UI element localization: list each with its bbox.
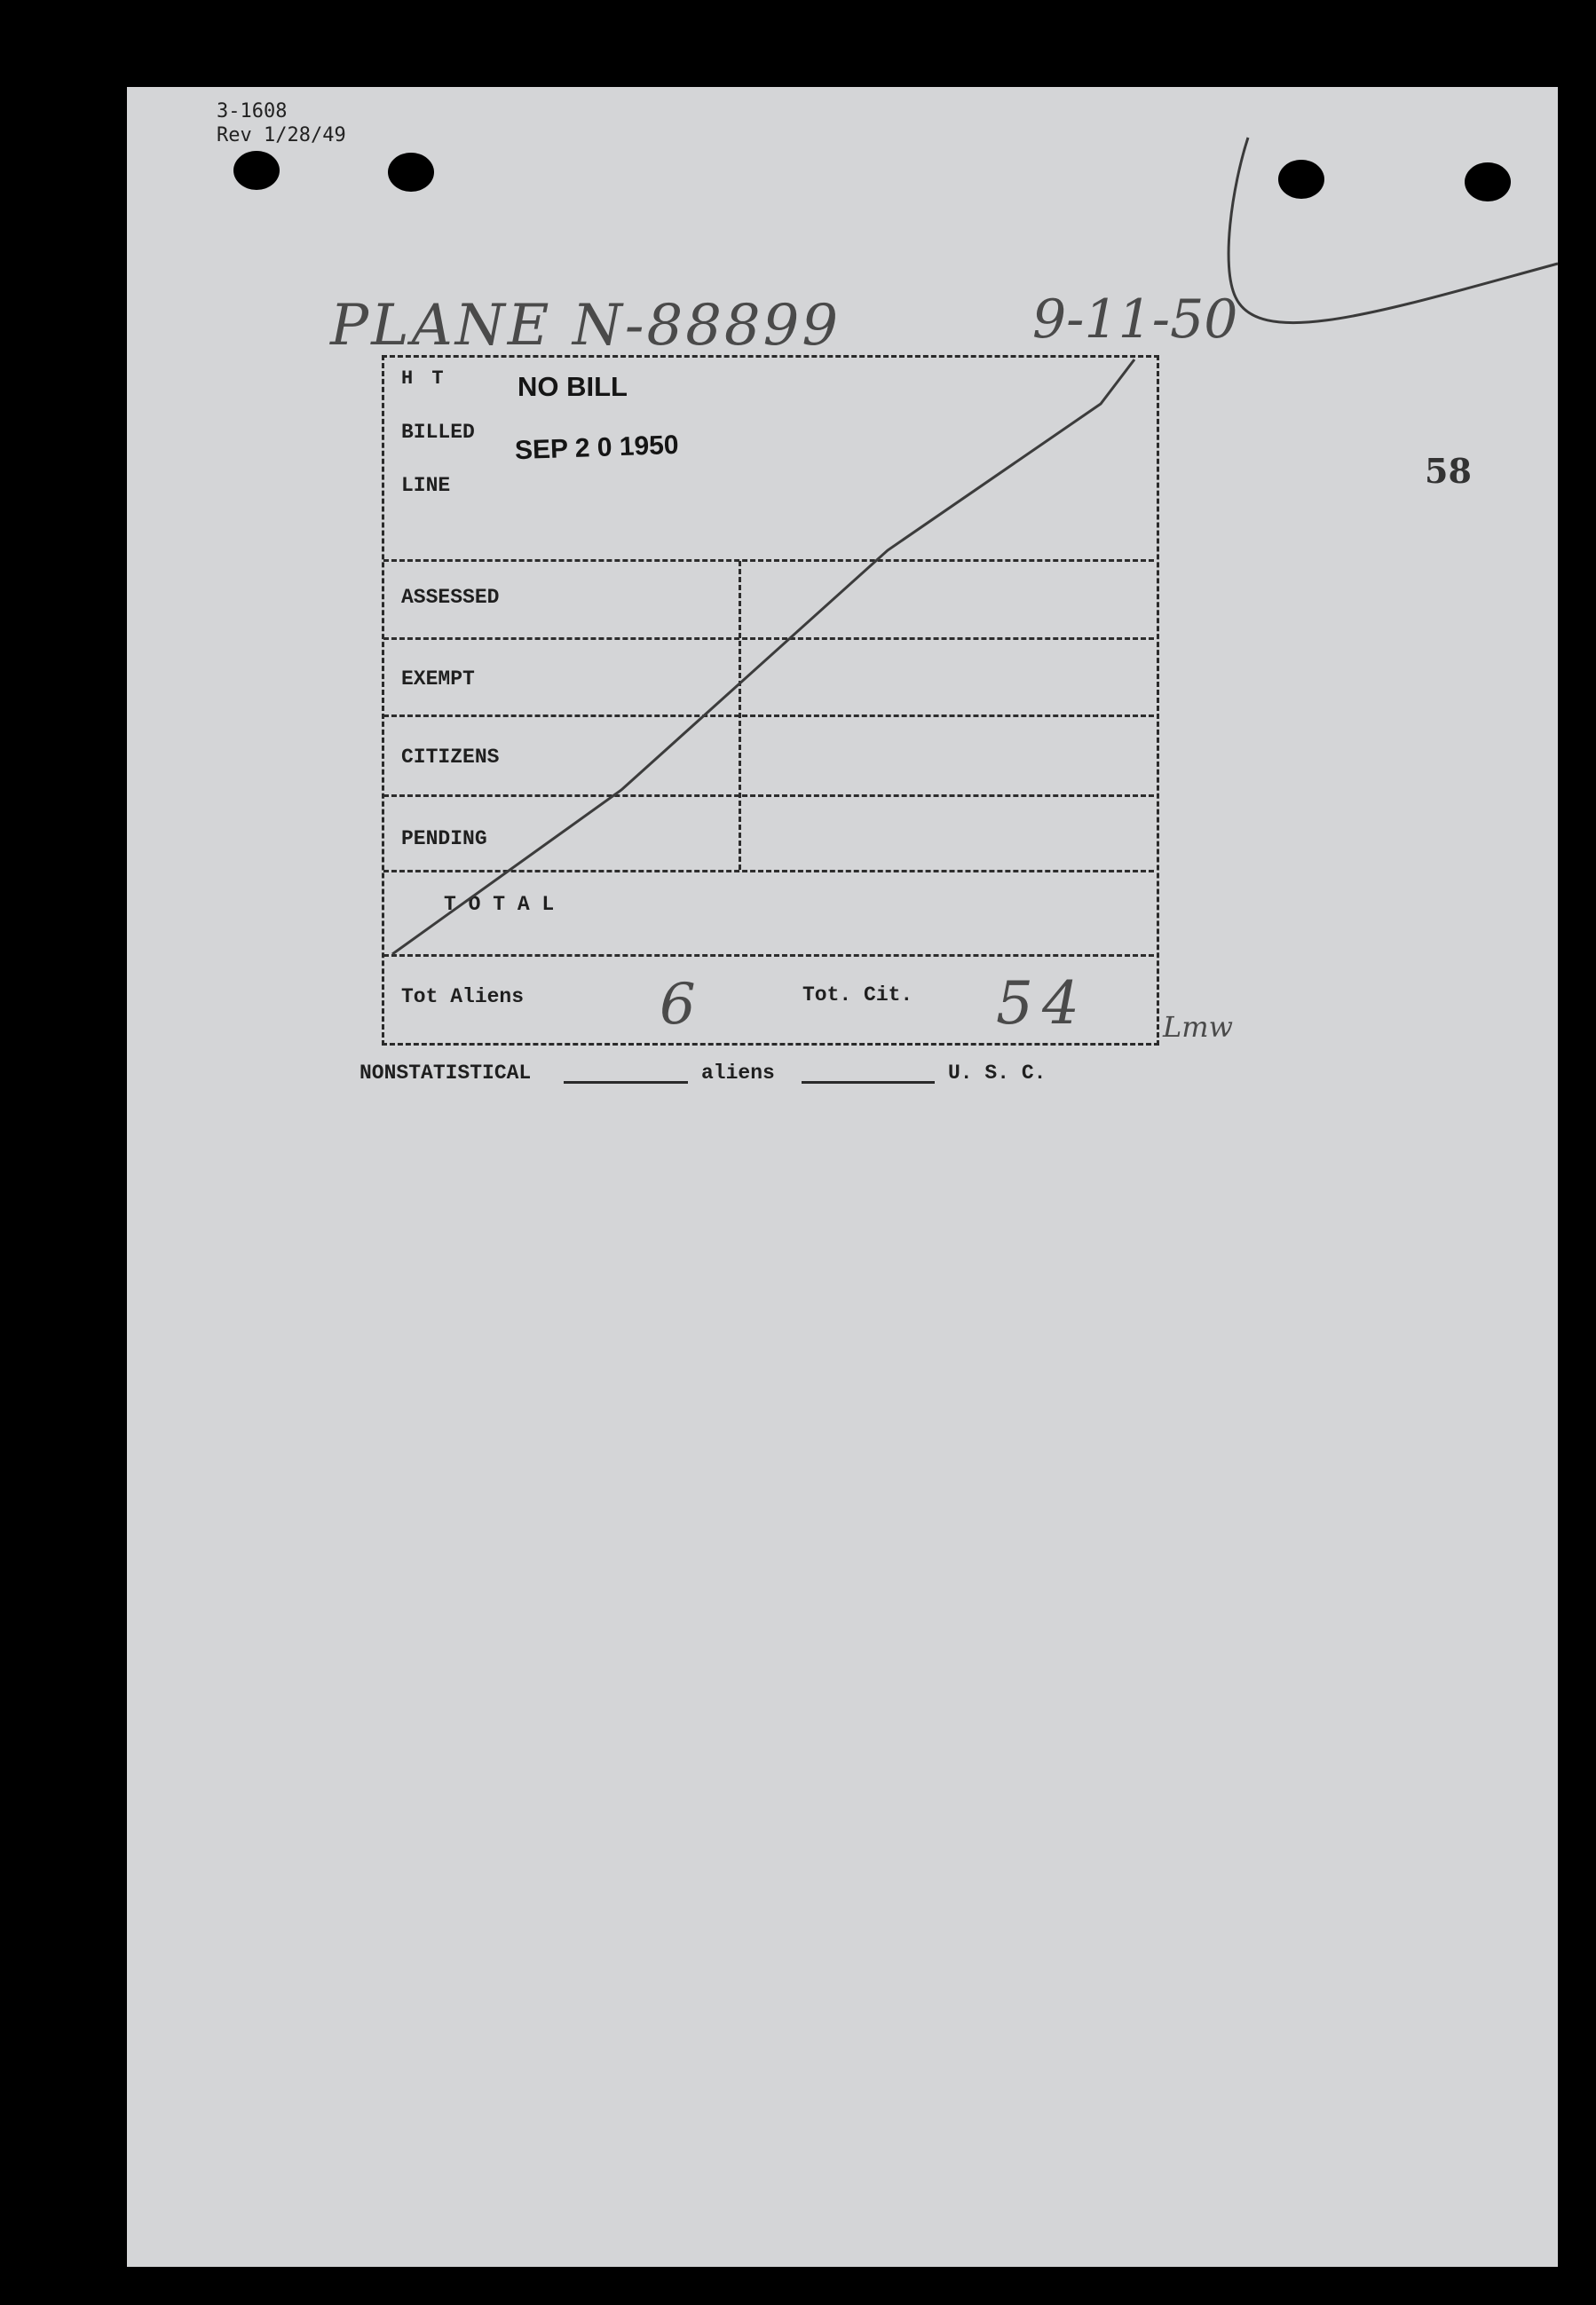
billed-label: BILLED <box>401 421 475 444</box>
nonstatistical-blank <box>564 1081 688 1084</box>
form-revision: Rev 1/28/49 <box>217 124 346 146</box>
tot-aliens-label: Tot Aliens <box>401 985 525 1008</box>
nonstatistical-label: NONSTATISTICAL <box>359 1062 532 1085</box>
tot-cit-label: Tot. Cit. <box>802 983 913 1006</box>
date-handwritten: 9-11-50 <box>1032 288 1238 351</box>
usc-label: U. S. C. <box>948 1062 1047 1085</box>
no-bill-stamp: NO BILL <box>518 371 628 402</box>
line-label: LINE <box>401 474 451 497</box>
row-label-citizens: CITIZENS <box>401 746 500 769</box>
total-label: T O T A L <box>444 893 555 916</box>
aliens-label: aliens <box>701 1062 775 1085</box>
row-label-assessed: ASSESSED <box>401 586 500 609</box>
tot-cit-value: 54 <box>996 969 1088 1038</box>
strike-through-line <box>0 0 1596 1065</box>
aliens-blank <box>802 1081 935 1084</box>
tot-aliens-value: 6 <box>660 972 696 1038</box>
ht-label: H T <box>401 367 447 390</box>
initials-handwritten: Lmw <box>1163 1010 1233 1044</box>
plane-number-handwritten: PLANE N-88899 <box>330 293 841 359</box>
form-number: 3-1608 <box>217 100 288 122</box>
row-label-pending: PENDING <box>401 827 487 850</box>
row-label-exempt: EXEMPT <box>401 667 475 691</box>
page-number: 58 <box>1425 451 1472 491</box>
date-stamp: SEP 2 0 1950 <box>514 430 680 466</box>
